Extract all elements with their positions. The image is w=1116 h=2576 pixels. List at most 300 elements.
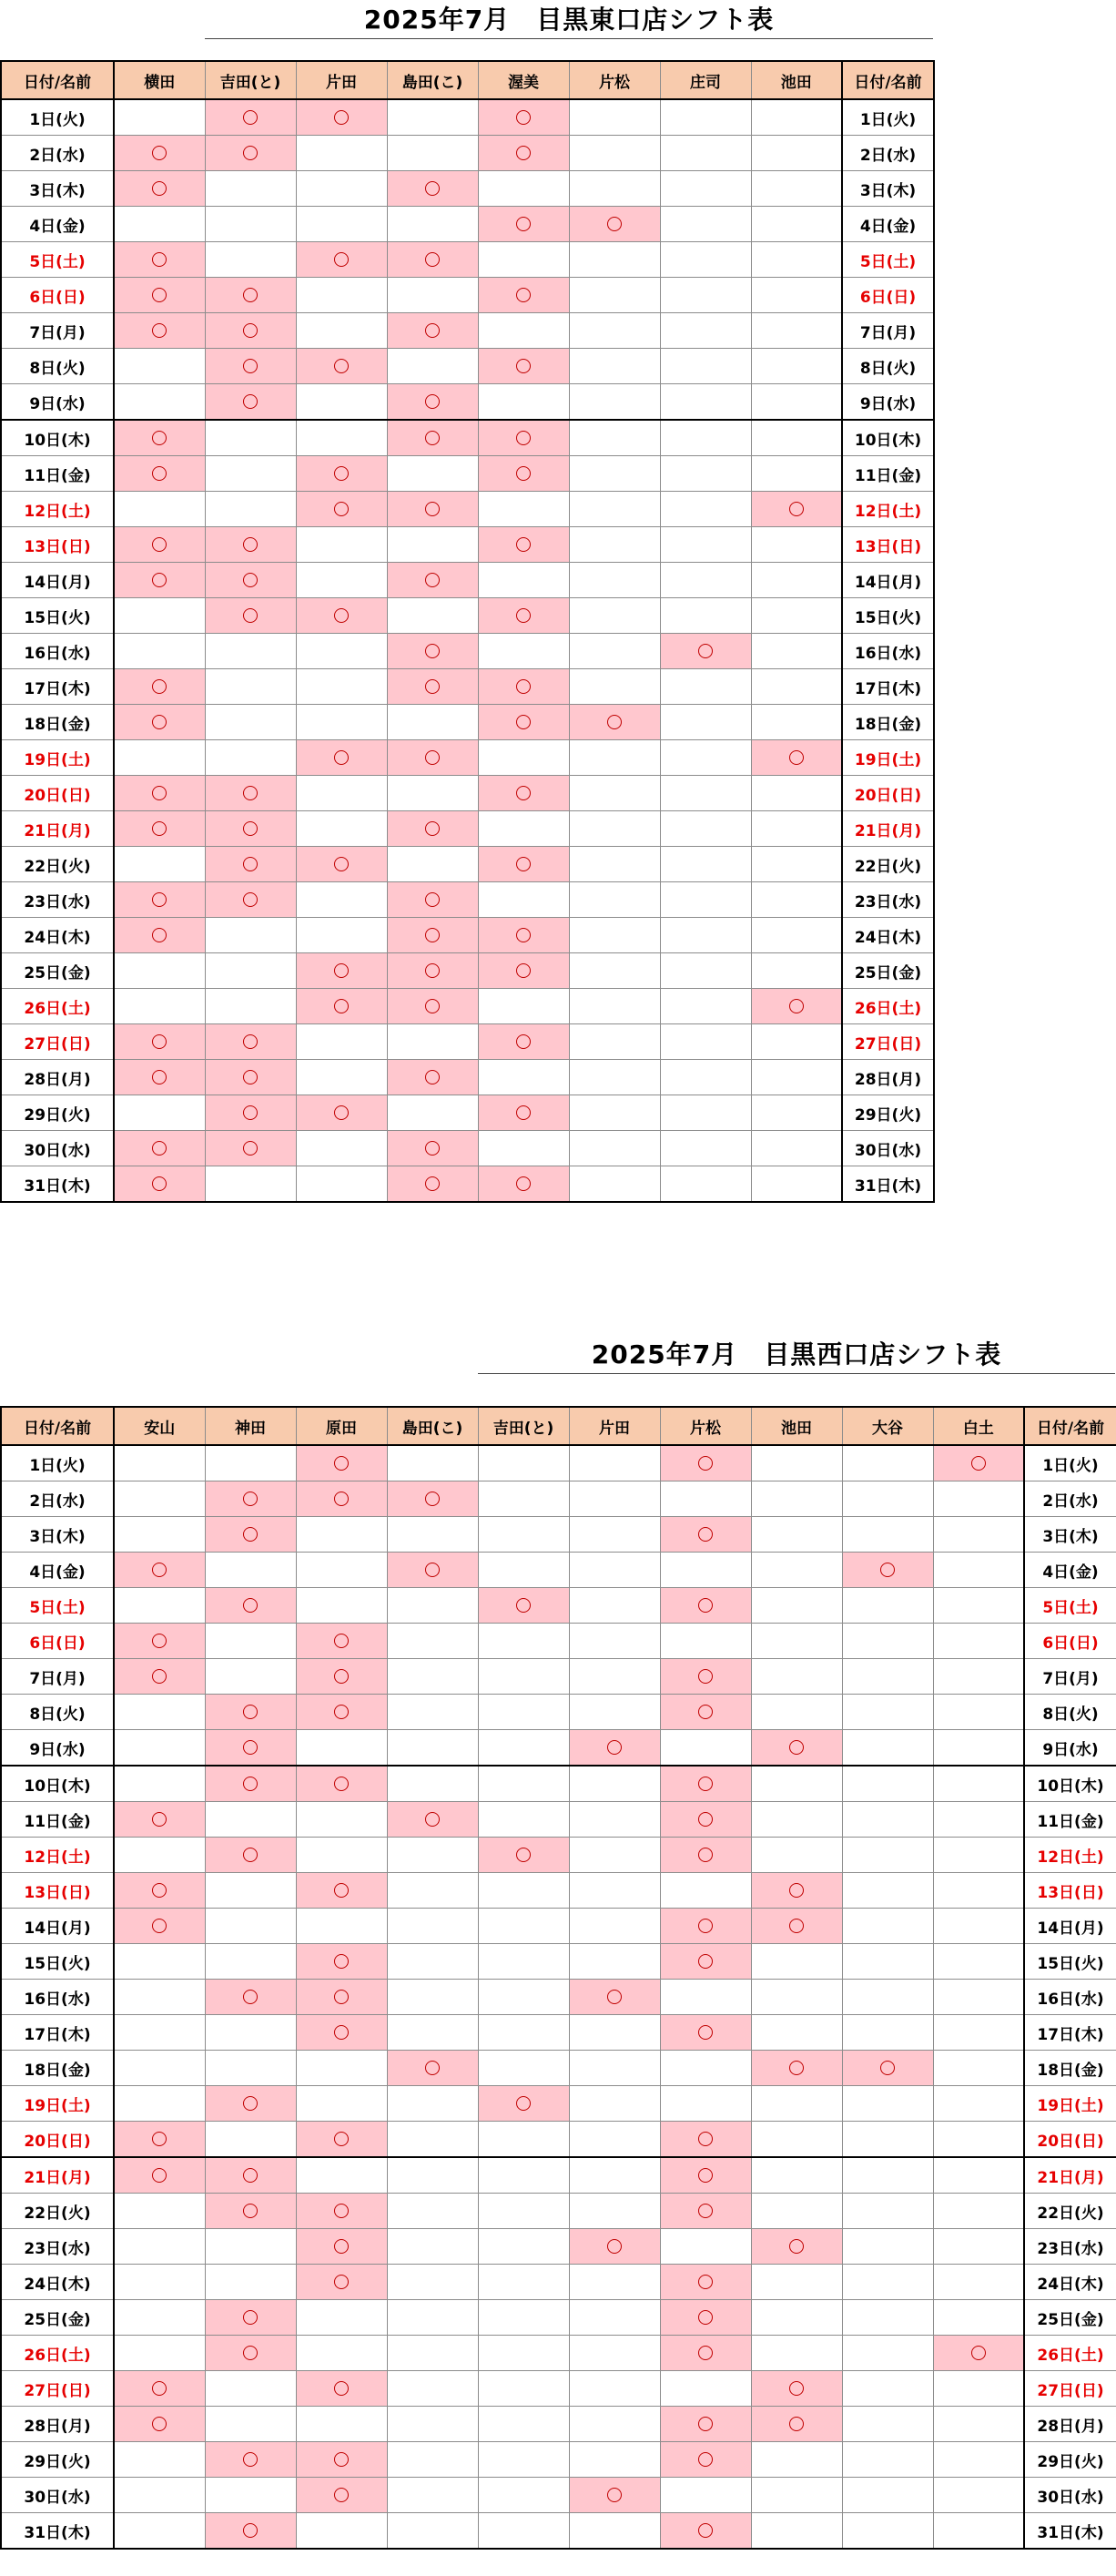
- shift-cell[interactable]: [387, 1095, 478, 1131]
- shift-cell[interactable]: [296, 953, 387, 989]
- shift-cell[interactable]: [569, 99, 660, 136]
- shift-cell[interactable]: [660, 1980, 751, 2015]
- shift-cell[interactable]: [114, 349, 205, 384]
- shift-cell[interactable]: [933, 1802, 1024, 1838]
- shift-cell[interactable]: [114, 2442, 205, 2478]
- shift-cell[interactable]: [660, 1060, 751, 1095]
- shift-cell[interactable]: [569, 2086, 660, 2122]
- shift-cell[interactable]: [933, 1517, 1024, 1553]
- shift-cell[interactable]: [569, 2229, 660, 2265]
- shift-cell[interactable]: [387, 492, 478, 527]
- shift-cell[interactable]: [751, 2265, 842, 2300]
- shift-cell[interactable]: [114, 242, 205, 278]
- shift-cell[interactable]: [569, 2513, 660, 2550]
- shift-cell[interactable]: [478, 384, 569, 421]
- shift-cell[interactable]: [296, 1909, 387, 1944]
- shift-cell[interactable]: [660, 2051, 751, 2086]
- shift-cell[interactable]: [205, 1624, 296, 1659]
- shift-cell[interactable]: [387, 598, 478, 634]
- shift-cell[interactable]: [205, 2015, 296, 2051]
- shift-cell[interactable]: [569, 953, 660, 989]
- shift-cell[interactable]: [114, 1095, 205, 1131]
- shift-cell[interactable]: [842, 1766, 933, 1802]
- shift-cell[interactable]: [569, 384, 660, 421]
- shift-cell[interactable]: [660, 1131, 751, 1166]
- shift-cell[interactable]: [842, 2478, 933, 2513]
- shift-cell[interactable]: [296, 882, 387, 918]
- shift-cell[interactable]: [569, 705, 660, 740]
- shift-cell[interactable]: [114, 2407, 205, 2442]
- shift-cell[interactable]: [933, 2157, 1024, 2194]
- shift-cell[interactable]: [114, 2513, 205, 2550]
- shift-cell[interactable]: [114, 1131, 205, 1166]
- shift-cell[interactable]: [296, 242, 387, 278]
- shift-cell[interactable]: [478, 2442, 569, 2478]
- shift-cell[interactable]: [660, 1517, 751, 1553]
- shift-cell[interactable]: [933, 1624, 1024, 1659]
- shift-cell[interactable]: [660, 456, 751, 492]
- shift-cell[interactable]: [387, 527, 478, 563]
- shift-cell[interactable]: [751, 598, 842, 634]
- shift-cell[interactable]: [205, 278, 296, 313]
- shift-cell[interactable]: [114, 2015, 205, 2051]
- shift-cell[interactable]: [478, 776, 569, 811]
- shift-cell[interactable]: [114, 847, 205, 882]
- shift-cell[interactable]: [660, 669, 751, 705]
- shift-cell[interactable]: [842, 2122, 933, 2158]
- shift-cell[interactable]: [296, 2513, 387, 2550]
- shift-cell[interactable]: [114, 2300, 205, 2336]
- shift-cell[interactable]: [751, 776, 842, 811]
- shift-cell[interactable]: [114, 2371, 205, 2407]
- shift-cell[interactable]: [569, 492, 660, 527]
- shift-cell[interactable]: [933, 2194, 1024, 2229]
- shift-cell[interactable]: [387, 1024, 478, 1060]
- shift-cell[interactable]: [114, 705, 205, 740]
- shift-cell[interactable]: [660, 2122, 751, 2158]
- shift-cell[interactable]: [933, 2513, 1024, 2550]
- shift-cell[interactable]: [933, 2122, 1024, 2158]
- shift-cell[interactable]: [387, 2086, 478, 2122]
- shift-cell[interactable]: [933, 1553, 1024, 1588]
- shift-cell[interactable]: [660, 384, 751, 421]
- shift-cell[interactable]: [205, 2300, 296, 2336]
- shift-cell[interactable]: [205, 918, 296, 953]
- shift-cell[interactable]: [478, 278, 569, 313]
- shift-cell[interactable]: [933, 2051, 1024, 2086]
- shift-cell[interactable]: [660, 171, 751, 207]
- shift-cell[interactable]: [387, 313, 478, 349]
- shift-cell[interactable]: [569, 2015, 660, 2051]
- shift-cell[interactable]: [842, 2371, 933, 2407]
- shift-cell[interactable]: [387, 136, 478, 171]
- shift-cell[interactable]: [296, 2194, 387, 2229]
- shift-cell[interactable]: [751, 278, 842, 313]
- shift-cell[interactable]: [387, 2157, 478, 2194]
- shift-cell[interactable]: [478, 1695, 569, 1730]
- shift-cell[interactable]: [205, 2407, 296, 2442]
- shift-cell[interactable]: [478, 2194, 569, 2229]
- shift-cell[interactable]: [387, 1802, 478, 1838]
- shift-cell[interactable]: [842, 1838, 933, 1873]
- shift-cell[interactable]: [387, 2442, 478, 2478]
- shift-cell[interactable]: [660, 2513, 751, 2550]
- shift-cell[interactable]: [205, 1766, 296, 1802]
- shift-cell[interactable]: [296, 2265, 387, 2300]
- shift-cell[interactable]: [387, 1445, 478, 1481]
- shift-cell[interactable]: [660, 2265, 751, 2300]
- shift-cell[interactable]: [478, 207, 569, 242]
- shift-cell[interactable]: [842, 2300, 933, 2336]
- shift-cell[interactable]: [478, 2478, 569, 2513]
- shift-cell[interactable]: [842, 1944, 933, 1980]
- shift-cell[interactable]: [205, 2157, 296, 2194]
- shift-cell[interactable]: [478, 1166, 569, 1203]
- shift-cell[interactable]: [569, 563, 660, 598]
- shift-cell[interactable]: [478, 1095, 569, 1131]
- shift-cell[interactable]: [387, 2015, 478, 2051]
- shift-cell[interactable]: [205, 2051, 296, 2086]
- shift-cell[interactable]: [569, 598, 660, 634]
- shift-cell[interactable]: [660, 1766, 751, 1802]
- shift-cell[interactable]: [387, 2300, 478, 2336]
- shift-cell[interactable]: [205, 989, 296, 1024]
- shift-cell[interactable]: [660, 207, 751, 242]
- shift-cell[interactable]: [478, 2015, 569, 2051]
- shift-cell[interactable]: [933, 2300, 1024, 2336]
- shift-cell[interactable]: [751, 1166, 842, 1203]
- shift-cell[interactable]: [751, 563, 842, 598]
- shift-cell[interactable]: [114, 2086, 205, 2122]
- shift-cell[interactable]: [114, 811, 205, 847]
- shift-cell[interactable]: [387, 1659, 478, 1695]
- shift-cell[interactable]: [387, 384, 478, 421]
- shift-cell[interactable]: [660, 1024, 751, 1060]
- shift-cell[interactable]: [660, 918, 751, 953]
- shift-cell[interactable]: [387, 171, 478, 207]
- shift-cell[interactable]: [569, 740, 660, 776]
- shift-cell[interactable]: [387, 1517, 478, 1553]
- shift-cell[interactable]: [478, 420, 569, 456]
- shift-cell[interactable]: [296, 1695, 387, 1730]
- shift-cell[interactable]: [205, 740, 296, 776]
- shift-cell[interactable]: [569, 1131, 660, 1166]
- shift-cell[interactable]: [387, 242, 478, 278]
- shift-cell[interactable]: [296, 776, 387, 811]
- shift-cell[interactable]: [478, 953, 569, 989]
- shift-cell[interactable]: [569, 242, 660, 278]
- shift-cell[interactable]: [296, 1131, 387, 1166]
- shift-cell[interactable]: [660, 278, 751, 313]
- shift-cell[interactable]: [569, 1166, 660, 1203]
- shift-cell[interactable]: [478, 2371, 569, 2407]
- shift-cell[interactable]: [296, 278, 387, 313]
- shift-cell[interactable]: [296, 1802, 387, 1838]
- shift-cell[interactable]: [114, 1766, 205, 1802]
- shift-cell[interactable]: [569, 2265, 660, 2300]
- shift-cell[interactable]: [660, 136, 751, 171]
- shift-cell[interactable]: [387, 1909, 478, 1944]
- shift-cell[interactable]: [660, 2015, 751, 2051]
- shift-cell[interactable]: [569, 669, 660, 705]
- shift-cell[interactable]: [114, 1802, 205, 1838]
- shift-cell[interactable]: [205, 1838, 296, 1873]
- shift-cell[interactable]: [569, 313, 660, 349]
- shift-cell[interactable]: [569, 2194, 660, 2229]
- shift-cell[interactable]: [114, 2122, 205, 2158]
- shift-cell[interactable]: [114, 492, 205, 527]
- shift-cell[interactable]: [296, 847, 387, 882]
- shift-cell[interactable]: [205, 1873, 296, 1909]
- shift-cell[interactable]: [751, 2442, 842, 2478]
- shift-cell[interactable]: [296, 313, 387, 349]
- shift-cell[interactable]: [569, 2157, 660, 2194]
- shift-cell[interactable]: [751, 882, 842, 918]
- shift-cell[interactable]: [296, 456, 387, 492]
- shift-cell[interactable]: [387, 1873, 478, 1909]
- shift-cell[interactable]: [387, 882, 478, 918]
- shift-cell[interactable]: [478, 2265, 569, 2300]
- shift-cell[interactable]: [205, 1481, 296, 1517]
- shift-cell[interactable]: [296, 1060, 387, 1095]
- shift-cell[interactable]: [114, 2194, 205, 2229]
- shift-cell[interactable]: [205, 953, 296, 989]
- shift-cell[interactable]: [751, 456, 842, 492]
- shift-cell[interactable]: [205, 1060, 296, 1095]
- shift-cell[interactable]: [114, 598, 205, 634]
- shift-cell[interactable]: [296, 669, 387, 705]
- shift-cell[interactable]: [296, 1944, 387, 1980]
- shift-cell[interactable]: [114, 1838, 205, 1873]
- shift-cell[interactable]: [478, 527, 569, 563]
- shift-cell[interactable]: [478, 349, 569, 384]
- shift-cell[interactable]: [114, 563, 205, 598]
- shift-cell[interactable]: [114, 1944, 205, 1980]
- shift-cell[interactable]: [114, 313, 205, 349]
- shift-cell[interactable]: [660, 598, 751, 634]
- shift-cell[interactable]: [387, 705, 478, 740]
- shift-cell[interactable]: [478, 847, 569, 882]
- shift-cell[interactable]: [842, 1730, 933, 1767]
- shift-cell[interactable]: [205, 1024, 296, 1060]
- shift-cell[interactable]: [296, 171, 387, 207]
- shift-cell[interactable]: [114, 1980, 205, 2015]
- shift-cell[interactable]: [296, 918, 387, 953]
- shift-cell[interactable]: [660, 1481, 751, 1517]
- shift-cell[interactable]: [114, 776, 205, 811]
- shift-cell[interactable]: [387, 1730, 478, 1767]
- shift-cell[interactable]: [660, 705, 751, 740]
- shift-cell[interactable]: [660, 313, 751, 349]
- shift-cell[interactable]: [296, 2122, 387, 2158]
- shift-cell[interactable]: [114, 278, 205, 313]
- shift-cell[interactable]: [933, 2265, 1024, 2300]
- shift-cell[interactable]: [296, 1166, 387, 1203]
- shift-cell[interactable]: [387, 811, 478, 847]
- shift-cell[interactable]: [751, 136, 842, 171]
- shift-cell[interactable]: [114, 1873, 205, 1909]
- shift-cell[interactable]: [205, 2229, 296, 2265]
- shift-cell[interactable]: [751, 1730, 842, 1767]
- shift-cell[interactable]: [478, 1553, 569, 1588]
- shift-cell[interactable]: [296, 1624, 387, 1659]
- shift-cell[interactable]: [660, 2478, 751, 2513]
- shift-cell[interactable]: [569, 2407, 660, 2442]
- shift-cell[interactable]: [387, 1624, 478, 1659]
- shift-cell[interactable]: [387, 669, 478, 705]
- shift-cell[interactable]: [569, 2051, 660, 2086]
- shift-cell[interactable]: [569, 2122, 660, 2158]
- shift-cell[interactable]: [387, 2122, 478, 2158]
- shift-cell[interactable]: [569, 1695, 660, 1730]
- shift-cell[interactable]: [842, 2086, 933, 2122]
- shift-cell[interactable]: [387, 776, 478, 811]
- shift-cell[interactable]: [478, 2051, 569, 2086]
- shift-cell[interactable]: [751, 705, 842, 740]
- shift-cell[interactable]: [478, 811, 569, 847]
- shift-cell[interactable]: [660, 527, 751, 563]
- shift-cell[interactable]: [569, 1730, 660, 1767]
- shift-cell[interactable]: [114, 2478, 205, 2513]
- shift-cell[interactable]: [478, 989, 569, 1024]
- shift-cell[interactable]: [478, 242, 569, 278]
- shift-cell[interactable]: [842, 2513, 933, 2550]
- shift-cell[interactable]: [842, 1909, 933, 1944]
- shift-cell[interactable]: [751, 1802, 842, 1838]
- shift-cell[interactable]: [933, 1445, 1024, 1481]
- shift-cell[interactable]: [114, 1730, 205, 1767]
- shift-cell[interactable]: [114, 1481, 205, 1517]
- shift-cell[interactable]: [205, 811, 296, 847]
- shift-cell[interactable]: [205, 2265, 296, 2300]
- shift-cell[interactable]: [205, 2086, 296, 2122]
- shift-cell[interactable]: [387, 1131, 478, 1166]
- shift-cell[interactable]: [751, 1944, 842, 1980]
- shift-cell[interactable]: [660, 1802, 751, 1838]
- shift-cell[interactable]: [296, 2300, 387, 2336]
- shift-cell[interactable]: [114, 171, 205, 207]
- shift-cell[interactable]: [296, 2442, 387, 2478]
- shift-cell[interactable]: [205, 2194, 296, 2229]
- shift-cell[interactable]: [751, 1624, 842, 1659]
- shift-cell[interactable]: [205, 847, 296, 882]
- shift-cell[interactable]: [296, 740, 387, 776]
- shift-cell[interactable]: [296, 811, 387, 847]
- shift-cell[interactable]: [114, 2265, 205, 2300]
- shift-cell[interactable]: [660, 99, 751, 136]
- shift-cell[interactable]: [387, 989, 478, 1024]
- shift-cell[interactable]: [751, 2371, 842, 2407]
- shift-cell[interactable]: [751, 1909, 842, 1944]
- shift-cell[interactable]: [751, 1553, 842, 1588]
- shift-cell[interactable]: [296, 1980, 387, 2015]
- shift-cell[interactable]: [751, 420, 842, 456]
- shift-cell[interactable]: [569, 2300, 660, 2336]
- shift-cell[interactable]: [751, 207, 842, 242]
- shift-cell[interactable]: [478, 1802, 569, 1838]
- shift-cell[interactable]: [114, 1695, 205, 1730]
- shift-cell[interactable]: [842, 1553, 933, 1588]
- shift-cell[interactable]: [387, 2194, 478, 2229]
- shift-cell[interactable]: [660, 420, 751, 456]
- shift-cell[interactable]: [478, 1659, 569, 1695]
- shift-cell[interactable]: [387, 1481, 478, 1517]
- shift-cell[interactable]: [660, 953, 751, 989]
- shift-cell[interactable]: [478, 918, 569, 953]
- shift-cell[interactable]: [114, 1445, 205, 1481]
- shift-cell[interactable]: [660, 1659, 751, 1695]
- shift-cell[interactable]: [205, 705, 296, 740]
- shift-cell[interactable]: [114, 2051, 205, 2086]
- shift-cell[interactable]: [205, 1588, 296, 1624]
- shift-cell[interactable]: [478, 1060, 569, 1095]
- shift-cell[interactable]: [933, 1730, 1024, 1767]
- shift-cell[interactable]: [751, 384, 842, 421]
- shift-cell[interactable]: [933, 1909, 1024, 1944]
- shift-cell[interactable]: [478, 136, 569, 171]
- shift-cell[interactable]: [387, 847, 478, 882]
- shift-cell[interactable]: [842, 1588, 933, 1624]
- shift-cell[interactable]: [205, 598, 296, 634]
- shift-cell[interactable]: [751, 1980, 842, 2015]
- shift-cell[interactable]: [751, 313, 842, 349]
- shift-cell[interactable]: [478, 634, 569, 669]
- shift-cell[interactable]: [114, 2336, 205, 2371]
- shift-cell[interactable]: [205, 776, 296, 811]
- shift-cell[interactable]: [387, 2336, 478, 2371]
- shift-cell[interactable]: [478, 1445, 569, 1481]
- shift-cell[interactable]: [205, 242, 296, 278]
- shift-cell[interactable]: [205, 882, 296, 918]
- shift-cell[interactable]: [114, 1624, 205, 1659]
- shift-cell[interactable]: [933, 1873, 1024, 1909]
- shift-cell[interactable]: [205, 1730, 296, 1767]
- shift-cell[interactable]: [114, 136, 205, 171]
- shift-cell[interactable]: [660, 776, 751, 811]
- shift-cell[interactable]: [933, 2407, 1024, 2442]
- shift-cell[interactable]: [478, 2122, 569, 2158]
- shift-cell[interactable]: [296, 705, 387, 740]
- shift-cell[interactable]: [569, 456, 660, 492]
- shift-cell[interactable]: [660, 1873, 751, 1909]
- shift-cell[interactable]: [751, 2478, 842, 2513]
- shift-cell[interactable]: [205, 384, 296, 421]
- shift-cell[interactable]: [660, 2336, 751, 2371]
- shift-cell[interactable]: [387, 420, 478, 456]
- shift-cell[interactable]: [660, 563, 751, 598]
- shift-cell[interactable]: [478, 1024, 569, 1060]
- shift-cell[interactable]: [205, 2478, 296, 2513]
- shift-cell[interactable]: [842, 2442, 933, 2478]
- shift-cell[interactable]: [842, 1445, 933, 1481]
- shift-cell[interactable]: [933, 2086, 1024, 2122]
- shift-cell[interactable]: [569, 2371, 660, 2407]
- shift-cell[interactable]: [933, 1659, 1024, 1695]
- shift-cell[interactable]: [296, 1659, 387, 1695]
- shift-cell[interactable]: [751, 2336, 842, 2371]
- shift-cell[interactable]: [205, 313, 296, 349]
- shift-cell[interactable]: [842, 2265, 933, 2300]
- shift-cell[interactable]: [387, 278, 478, 313]
- shift-cell[interactable]: [751, 2122, 842, 2158]
- shift-cell[interactable]: [205, 420, 296, 456]
- shift-cell[interactable]: [478, 2086, 569, 2122]
- shift-cell[interactable]: [569, 349, 660, 384]
- shift-cell[interactable]: [751, 2407, 842, 2442]
- shift-cell[interactable]: [296, 1481, 387, 1517]
- shift-cell[interactable]: [387, 99, 478, 136]
- shift-cell[interactable]: [569, 1481, 660, 1517]
